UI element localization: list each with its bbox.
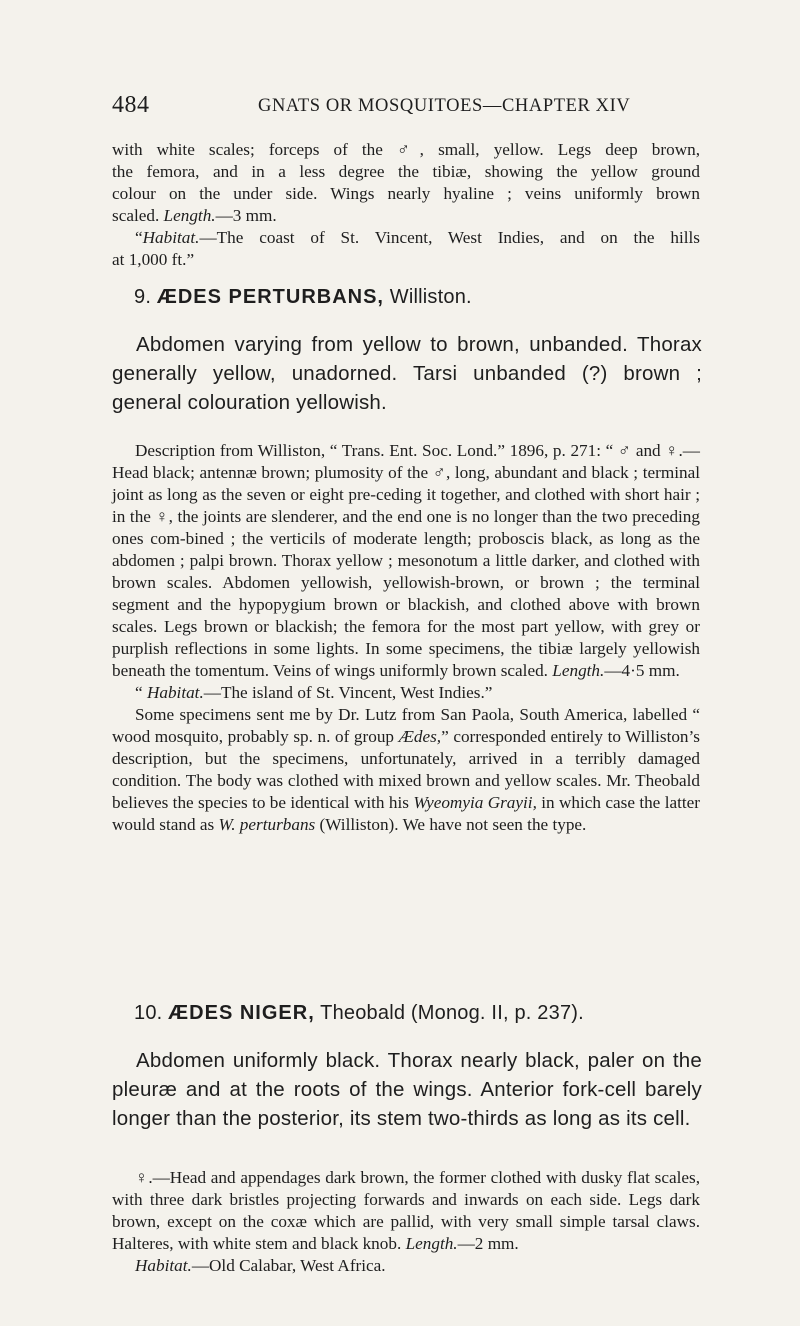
open-quote: “ <box>135 228 143 247</box>
text-span: scaled. <box>112 206 164 225</box>
species-description-10 <box>112 1167 700 1277</box>
species-author: Theobald (Monog. II, p. 237). <box>320 1002 584 1024</box>
description-paragraph <box>112 440 700 682</box>
length-value: —4·5 mm. <box>604 661 680 680</box>
habitat-label: Habitat. <box>142 228 200 247</box>
chapter-title: GNATS OR MOSQUITOES—CHAPTER XIV <box>258 96 631 116</box>
species-reference: W. perturbans <box>218 815 316 834</box>
species-name: ÆDES PERTURBANS, <box>156 286 384 308</box>
habitat-text: —Old Calabar, West Africa. <box>191 1256 386 1275</box>
open-quote: “ <box>135 683 147 702</box>
length-label: Length. <box>552 661 605 680</box>
genus-name: Ædes, <box>398 727 442 746</box>
species-author: Williston. <box>389 286 472 308</box>
length-value: —2 mm. <box>457 1234 519 1253</box>
length-value: —3 mm. <box>215 206 277 225</box>
species-heading-9 <box>134 286 472 309</box>
description-text: ♀.—Head and appendages dark brown, the former clothed with dusky flat scales, with three dark bristles projecting forwards and inwards on each side. Legs dark brown, except on the coxæ which are pallid, with very small simple tarsal claws. Halteres, with white stem and black knob. <box>112 1168 700 1253</box>
lutz-text: ” corresponded entirely to Williston’s description, but the specimens, unfortunately, arrived in a terribly damaged condition. The body was clothed with mixed brown and yellow scales. Mr. Theobald believes the species to be identical with his <box>112 727 700 812</box>
habitat-text: —The coast of St. Vincent, West Indies, and on the hills <box>199 228 700 247</box>
text-line: colour on the under side. Wings nearly hyaline ; veins uniformly brown <box>112 184 700 203</box>
species-number: 10. <box>134 1002 163 1024</box>
habitat-label: Habitat. <box>146 683 204 702</box>
species-number: 9. <box>134 286 152 308</box>
species-name: ÆDES NIGER, <box>168 1002 315 1024</box>
habitat-text: —The island of St. Vincent, West Indies.” <box>203 683 493 702</box>
species-reference: Wyeomyia Grayii, <box>413 793 537 812</box>
text-line: at 1,000 ft.” <box>112 250 195 269</box>
text-line: the femora, and in a less degree the tibiæ, showing the yellow ground <box>112 162 700 181</box>
habitat-label: Habitat. <box>135 1256 192 1275</box>
female-description <box>112 1167 700 1255</box>
continuation-paragraph <box>112 139 700 271</box>
species-heading-10 <box>134 1002 584 1025</box>
species-summary-10 <box>112 1046 702 1133</box>
description-text: Description from Williston, “ Trans. Ent. Soc. Lond.” 1896, p. 271: “ ♂ and ♀.—Head black; antennæ brown; plumosity of the ♂, long, abundant and black ; terminal joint as long as the seven or eight pre-ceding it together, and clothed with short hair ; in the ♀, the joints are slenderer, and the end one is no longer than the two preceding ones com-bined ; the verticils of moderate length; proboscis black, as long as the abdomen ; palpi brown. Thorax yellow ; mesonotum a little darker, and clothed with brown scales. Abdomen yellowish, yellowish-brown, or brown ; the terminal segment and the hypopygium brown or blackish, and clothed above with brown scales. Legs brown or blackish; the femora for the most part yellow, with grey or purplish reflections in some lights. In some specimens, the tibiæ largely yellowish beneath the tomentum. Veins of wings uniformly brown scaled. <box>112 441 700 680</box>
habitat-paragraph <box>112 682 700 704</box>
running-head <box>112 92 702 122</box>
length-line <box>112 205 700 227</box>
species-summary-9 <box>112 330 702 417</box>
lutz-text: Some specimens sent me by Dr. Lutz from San Paola, South America, labelled “ wood mosquito, probably sp. n. of group <box>112 705 700 746</box>
lutz-text: (Williston). We have not seen the type. <box>315 815 587 834</box>
habitat-paragraph <box>112 1255 700 1277</box>
lutz-text: in which case the latter would stand as <box>112 793 700 834</box>
text-line: with white scales; forceps of the ♂, small, yellow. Legs deep brown, <box>112 140 700 159</box>
summary-text: Abdomen varying from yellow to brown, unbanded. Thorax generally yellow, unadorned. Tarsi unbanded (?) brown ; general colouration yellowish. <box>112 333 702 414</box>
length-label: Length. <box>405 1234 458 1253</box>
summary-text: Abdomen uniformly black. Thorax nearly black, paler on the pleuræ and at the roots of the wings. Anterior fork-cell barely longer than the posterior, its stem two-thirds as long as its cell. <box>112 1049 702 1130</box>
species-description-9 <box>112 440 700 836</box>
lutz-paragraph <box>112 704 700 836</box>
page-number: 484 <box>112 92 150 118</box>
habitat-line <box>112 227 700 249</box>
length-label: Length. <box>163 206 216 225</box>
